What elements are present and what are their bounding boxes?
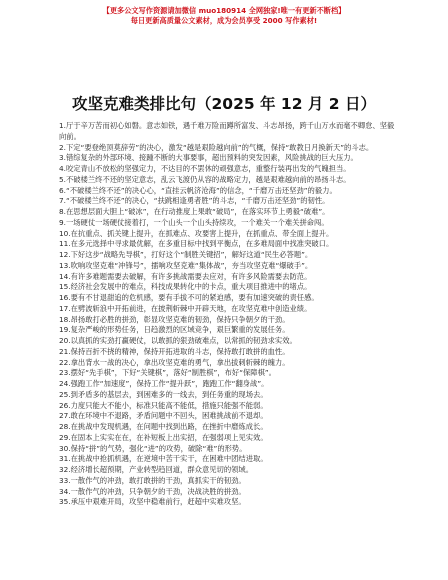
list-item: 25.到矛盾多的基层去，到困难多的一线去，到任务重的现场去。 [59,389,268,399]
promo-banner-line1: 【更多公文写作资源请加微信 muo180914 全网独家!唯一有更新不断档】 [102,6,346,15]
list-item: 29.在固本上实实在在，在补短板上出实招，在强弱项上见实效。 [59,432,268,442]
list-item: 26.力度只能大不能小，标准只能高不能低，措施只能强不能弱。 [59,400,268,410]
list-item: 2.下定“要登绝顶莫辞劳”的决心，激发“越是艰险越向前”的气概，保持“敢教日月换新天”的斗志。 [59,142,374,152]
list-item: 8.在思想层面大胆上“破冰”，在行动推度上果敢“破局”，在落实环节上勇毅“破难”。 [59,207,330,216]
list-item: 11.在多元选择中寻求最优解，在多重目标中找到平衡点，在多难局面中找准突破口。 [59,239,334,249]
list-item: 10.在抗重点、抓关键上提升，在抓难点、攻要害上提升，在抓重点、带全面上提升。 [59,228,334,238]
list-item: 31.在挑战中抢抓机遇，在逆境中苦干实干，在困难中团结进取。 [59,454,268,464]
list-item: 27.敢在环境中不退路，矛盾问题中不回头，困难挑战前不退却。 [59,411,268,421]
list-item: 21.保持百折不挠的精神，保持开拓进取的斗志，保持敢打敢拼的血性。 [59,346,290,356]
list-item: 12.下好这步“战略先导棋”，打好这个“制胜关键招”，解好这道“民生必答题”。 [59,250,313,259]
list-item: 15.经济社会发展中的难点，科技成果转化中的卡点，重大项目推进中的堵点。 [59,282,312,292]
list-item: 30.保持“拼”的气势，强化“进”的攻势，破除“难”的形势。 [59,443,247,453]
list-item: 35.承压中艰难开局，攻坚中稳难前行，赶超中实难攻坚。 [59,497,246,507]
list-item: 9.一场硬仗一场硬仗接着打，一个山头一个山头持续攻，一个难关一个难关拼命闯。 [59,217,329,227]
list-item: 22.拿出背水一战的决心，拿出攻坚克难的勇气，拿出拔刺斩棘的魄力。 [59,357,290,367]
document-title: 攻坚克难类排比句（2025 年 12 月 2 日） [72,95,376,113]
list-item: 34.一散作气的冲劲，只争朝夕的干劲，决战决胜的拼劲。 [59,486,246,496]
list-item: 16.要有不甘退甜追的危机感，要有手拔不可的紧迫感，要有加速突破的责任感。 [59,293,319,302]
list-item: 19.复杂严峻的形势任务，日趋激烈的区域竞争，艰巨繁重的发展任务。 [59,325,290,335]
list-item: 20.以真抓的实劲打赢硬仗，以敢抓的狠劲破难点，以常抓的韧劲求实效。 [59,336,297,345]
list-item: 7.“不破楼兰终不还”的决心，“扶跳相逢勇者胜”的斗志，“千磨万击还坚劲”的韧性。 [59,196,330,206]
list-item: 3.错综复杂的外部环境、接踵不断的大事要事，超出预料的突发因素，风险挑战的巨大压力。 [59,153,358,163]
list-item: 24.强跑工作“加速度”，保持工作“提升跃”，跑跑工作“翻身战”。 [59,379,269,388]
list-item: 32.经济增长超预期，产业转型趋回道，群众意见切的领域。 [59,465,254,474]
list-item: 1.厅于辛万苦而初心如磐。意志如铁，遇千难万险而蹲所富发、斗志昂扬，跨千山万水而毫不卿怠、坚毅向前。 [59,121,395,141]
promo-banner-line2: 每日更新高质量公文素材，成为会员享受 2000 写作素材! [130,16,318,25]
list-item: 14.有许多难题需要去破解，有许多挑战需要去应对，有许多风险需要去防范。 [59,271,312,281]
list-item: 6.“不破楼兰终不还”的决心心，“直挂云帆济沧海”的信念，“千磨万击还坚劲”的毅力。 [59,185,337,195]
list-item: 4.咬定青山不放松的坚强定力，不达目的不罢休的顽强意志，重整行装再出发的气魄担当。 [59,164,351,173]
list-item: 23.摆好“先手棋”，下好“关键棋”，落好“制胜棋”，布好“保障棋”。 [59,368,276,378]
sentence-list [59,121,395,508]
list-item: 28.在挑战中发现机遇，在问题中找到出路，在挫折中磨炼成长。 [59,422,268,431]
list-item: 13.吹响攻坚克难“冲锋号”，擂响攻坚克难“集体战”，夯当攻坚克难“爆破手”。 [59,260,313,270]
list-item: 18.昂扬敢打必胜的拼劲，彰显攻坚克难的韧劲，保持只争朝夕的干劲。 [59,314,290,324]
list-item: 5.不破楼兰终不还的坚定意志，乱云飞渡仍从容的战略定力，越是艰难越向前的昂扬斗志。 [59,174,351,184]
list-item: 17.在劈波斩浪中开拓前进，在披荆斩棘中开辟天地，在攻坚克难中创造业绩。 [59,303,312,313]
list-item: 33.一散作气的冲劲，敢打敢拼的干劲，真抓实干的韧劲。 [59,475,246,485]
